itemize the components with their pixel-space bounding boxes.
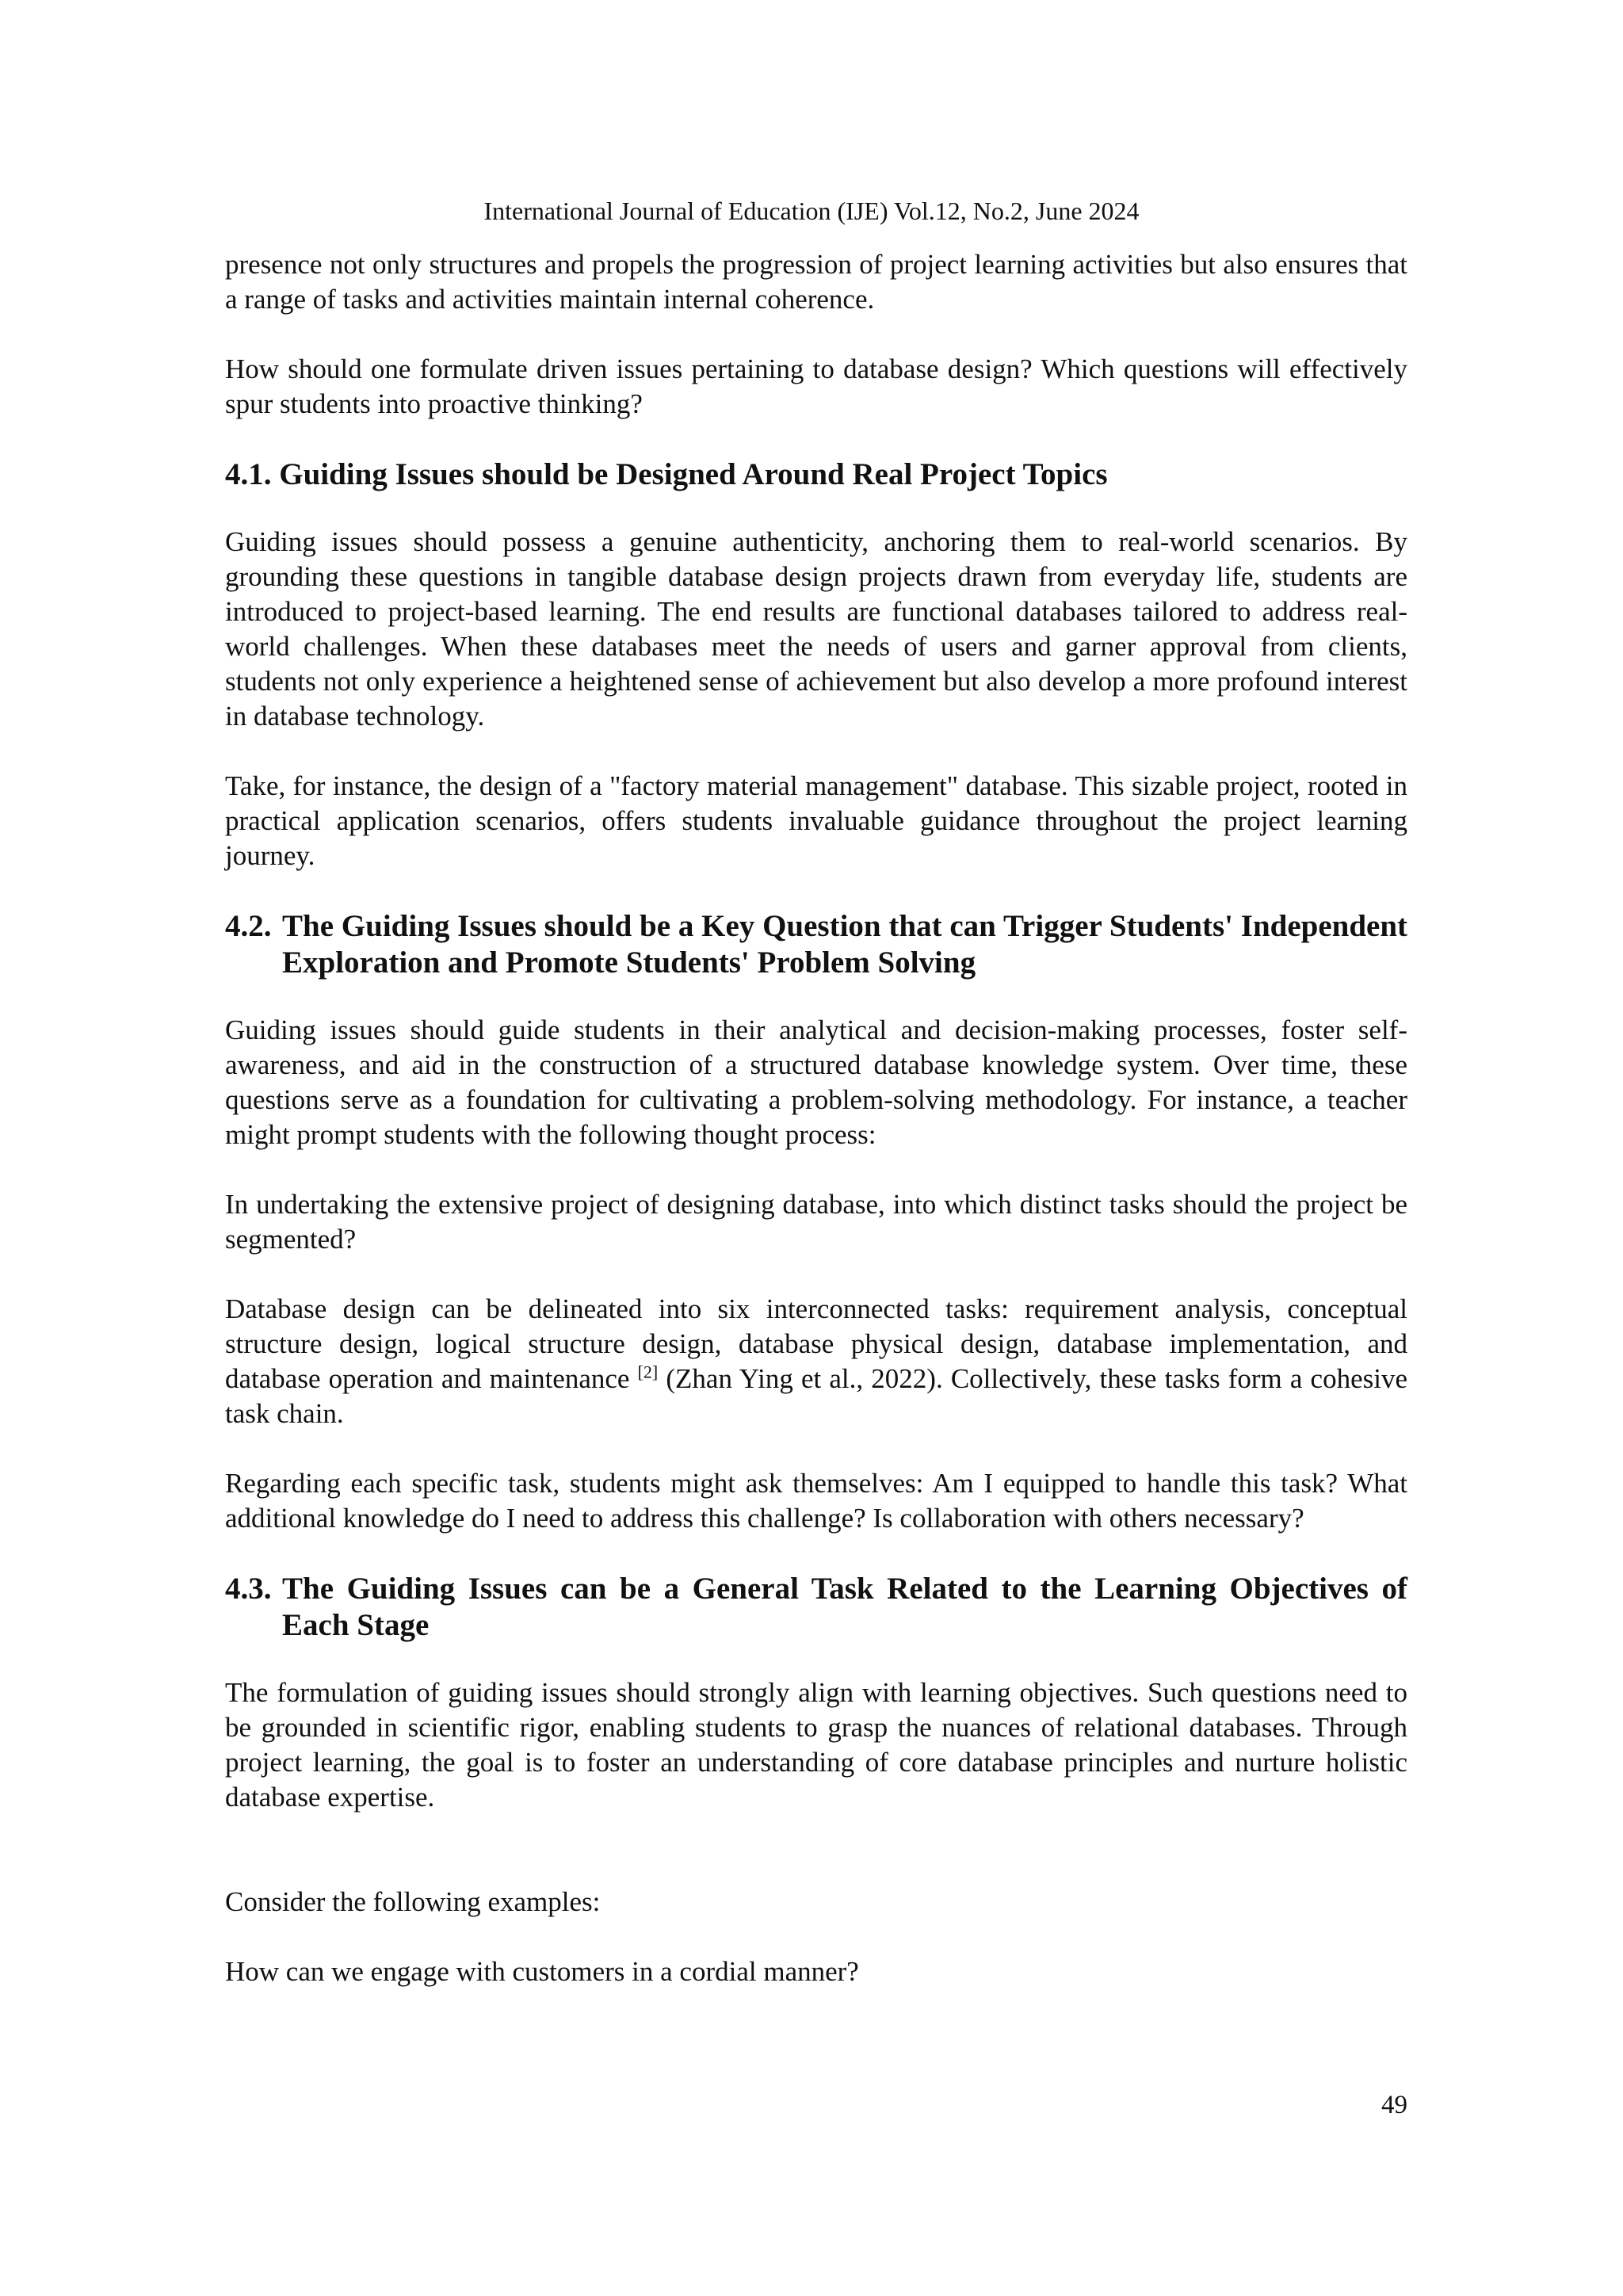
paragraph-4-1-b: Take, for instance, the design of a "factory material management" database. This sizable project, rooted in practical application scenarios, offers students invaluable guidance throughout the project learning journey. [225, 770, 1407, 871]
paragraph-4-2-b: In undertaking the extensive project of designing database, into which distinct tasks should the project be segmented? [225, 1189, 1407, 1255]
paragraph-4-2-d: Regarding each specific task, students might ask themselves: Am I equipped to handle this task? What additional knowledge do I need to address this challenge? Is collaboration with others necessary? [225, 1468, 1407, 1534]
citation-reference: [2] [637, 1362, 659, 1382]
section-number: 4.2. [225, 909, 272, 943]
paragraph-intro-question: How should one formulate driven issues pertaining to database design? Which questions will effectively spur students into proactive thinking? [225, 353, 1407, 419]
section-title: Guiding Issues should be Designed Around Real Project Topics [279, 457, 1108, 491]
paragraph-4-2-a: Guiding issues should guide students in their analytical and decision-making processes, foster self-awareness, and aid in the construction of a structured database knowledge system. Over time, these questions serve as a foundation for cultivating a problem-solving methodology. For instance, a teacher might prompt students with the following thought process: [225, 1014, 1407, 1150]
section-heading-4-2 [225, 908, 1407, 981]
spacer [225, 1850, 1407, 1885]
section-number: 4.1. [225, 457, 272, 491]
section-heading-4-1 [225, 457, 1407, 493]
paragraph-4-3-a: The formulation of guiding issues should strongly align with learning objectives. Such questions need to be grounded in scientific rigor, enabling students to grasp the nuances of relational databases. Through project learning, the goal is to foster an understanding of core database principles and nurture holistic database expertise. [225, 1677, 1407, 1813]
section-heading-4-3 [225, 1571, 1407, 1644]
paragraph-text: Database design can be delineated into six interconnected tasks: requirement analysis, conceptual structure design, logical structure design, database physical design, database implementation, and database operation and maintenance [225, 1293, 1407, 1394]
section-number: 4.3. [225, 1572, 272, 1606]
paragraph-4-2-c [225, 1292, 1407, 1431]
paragraph-4-3-c: How can we engage with customers in a cordial manner? [225, 1956, 859, 1987]
section-title: The Guiding Issues can be a General Task Related to the Learning Objectives of Each Stage [282, 1572, 1407, 1642]
running-header: International Journal of Education (IJE) Vol.12, No.2, June 2024 [483, 197, 1140, 225]
section-title: The Guiding Issues should be a Key Question that can Trigger Students' Independent Exploration and Promote Students' Problem Solving [282, 909, 1407, 980]
paragraph-text: (Zhan Ying et al., 2022). Collectively, these tasks form a cohesive task chain. [225, 1363, 1407, 1429]
paragraph-intro-continuation: presence not only structures and propels the progression of project learning activities but also ensures that a range of tasks and activities maintain internal coherence. [225, 249, 1407, 315]
paragraph-4-3-b: Consider the following examples: [225, 1886, 601, 1917]
page-body [225, 247, 1407, 1989]
page-number: 49 [1381, 2091, 1407, 2119]
paragraph-4-1-a: Guiding issues should possess a genuine authenticity, anchoring them to real-world scenarios. By grounding these questions in tangible database design projects drawn from everyday life, students are introduced to project-based learning. The end results are functional databases tailored to address real-world challenges. When these databases meet the needs of users and garner approval from clients, students not only experience a heightened sense of achievement but also develop a more profound interest in database technology. [225, 526, 1407, 732]
